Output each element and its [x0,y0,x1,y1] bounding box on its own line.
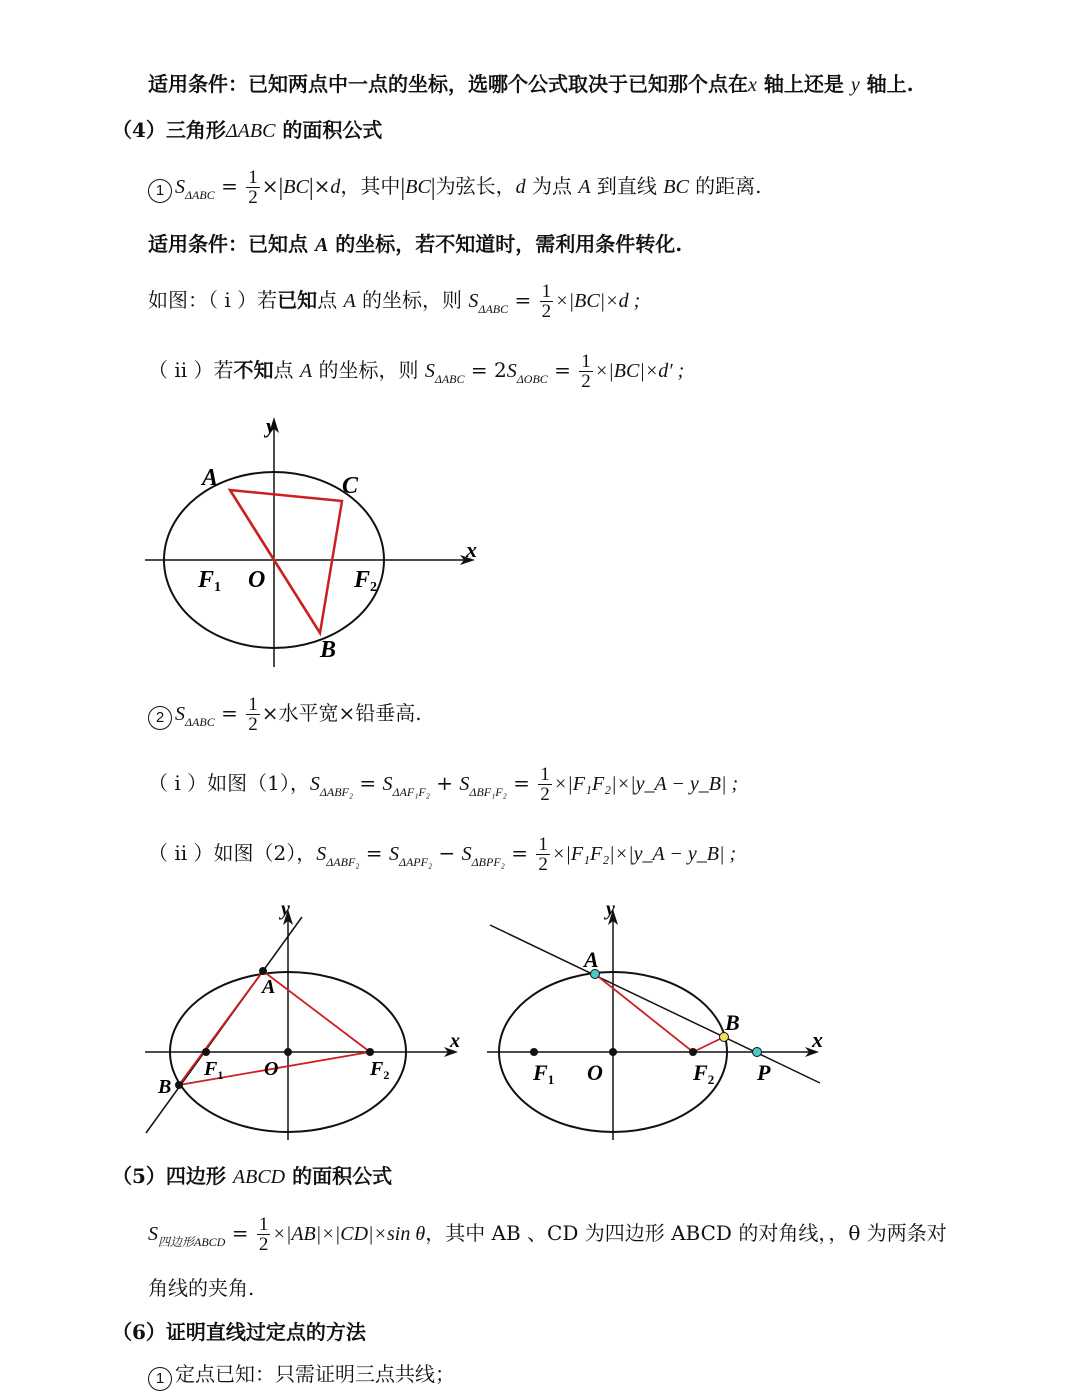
var-ABCD: ABCD [232,1166,286,1188]
label-x: x [450,1030,460,1052]
triangle-symbol: ΔABC [225,120,276,142]
text: 的距离. [688,174,762,198]
denominator: 2 [248,187,258,208]
equals: = [225,1221,255,1245]
label-F1: F1 [533,1060,555,1087]
triangle-abc [230,490,342,633]
figure-ellipse-triangle-abc [130,405,500,675]
red-segments-af2-f2b [595,974,724,1052]
numerator: 1 [540,764,550,785]
label-F1: F1 [198,567,222,595]
var-A: A [578,176,591,198]
var-x: x [748,74,757,96]
denominator: 2 [248,714,258,735]
text: 点 [317,288,344,312]
fraction [579,352,593,391]
figure-ellipse-case-1 [140,895,470,1140]
fraction [536,835,550,874]
case-i-known [148,282,640,323]
text: ，其中 [340,174,401,198]
applicable-condition-2 [148,230,682,259]
emphasis: 已知 [277,288,318,312]
formula-2-case-i [148,765,738,806]
subscript: ΔABC [185,715,215,729]
condition-text-mid: 轴上还是 [756,72,851,96]
formula-1: 1 $S_{\Delta ABC}$ = $\frac{1}{2}$ ×|BC|×d，其中|BC|为弦长，d 为点 A 到直线 BC 的距离. [148,168,762,209]
formula-tail: ×|BC|×d ; [555,290,641,312]
point-F1 [202,1048,210,1056]
fraction [538,765,552,804]
var-BC: BC [405,176,431,198]
var-A: A [299,360,313,382]
text: 的面积公式 [285,1164,393,1188]
label-x: x [812,1027,823,1052]
text: 角线的夹角. [148,1276,255,1300]
formula-tail: ×水平宽×铅垂高. [261,701,422,725]
title-part: （4）三角形 [112,118,226,142]
plus: + [429,771,460,795]
point-B [175,1081,183,1089]
formula-tail: ×|AB|×|CD|×sin θ [272,1223,426,1245]
circled-number-2: 2 [148,706,172,730]
equals: = [506,771,537,795]
section-6-item-1 [148,1360,455,1391]
equals: = [508,288,538,312]
var-S: S [459,773,470,795]
label-O: O [587,1060,603,1085]
subscript: ΔBF₁F₂ [469,785,507,799]
section-4-title [112,116,382,145]
denominator: 2 [538,854,548,875]
circled-number-1: 1 [148,179,172,203]
var-d: d [515,176,526,198]
label-y: y [266,413,276,438]
label-P: P [757,1060,771,1085]
var-y: y [850,74,860,96]
var-S: S [316,843,327,865]
var-S: S [424,360,435,382]
point-O [609,1048,617,1056]
subscript: ΔABC [478,302,509,316]
text: 为弦长， [435,174,516,198]
label-F2: F2 [693,1060,715,1087]
denominator: 2 [541,301,552,322]
text: 适用条件：已知点 [148,232,315,256]
var-S: S [382,773,393,795]
fraction [257,1215,271,1254]
text: ，其中 AB 、CD 为四边形 ABCD 的对角线，，θ 为两条对 [425,1221,947,1245]
var-BC: BC [283,176,309,198]
label-A: A [262,976,276,998]
text: （6）证明直线过定点的方法 [112,1320,366,1344]
label-A: A [202,465,219,491]
equals: = [353,771,383,795]
label-y: y [606,898,615,920]
text: （ ii ）若 [148,358,234,382]
point-O [284,1048,292,1056]
case-ii-unknown [148,352,684,393]
formula-tail: ×|BC|×d′ ; [594,360,685,382]
label-y: y [281,898,290,920]
var-S: S [309,773,320,795]
section-6-title [112,1318,366,1346]
point-A [259,967,267,975]
var-S: S [175,176,185,198]
point-F1 [530,1048,538,1056]
var-S: S [468,290,479,312]
point-F2 [366,1048,374,1056]
fraction [540,282,554,321]
figure-ellipse-case-2 [485,895,830,1140]
formula-quadrilateral-line2 [148,1274,254,1302]
condition-text-end: 轴上. [859,72,914,96]
times: × [261,174,279,198]
times: × [313,174,331,198]
label-A: A [584,947,599,972]
formula-2 [148,695,422,736]
formula-tail: ×|F₁F₂|×|y_A − y_B| ; [553,773,739,795]
subscript: ΔABF₂ [319,785,354,799]
circled-number-1: 1 [148,1367,172,1391]
equals: = [214,174,245,198]
subscript: ΔABC [185,188,215,202]
subscript: ΔAPF₂ [398,855,433,869]
subscript: ΔABC [434,372,465,386]
subscript: ΔBPF₂ [471,855,505,869]
var-BC: BC [663,176,689,198]
emphasis: 不知 [233,358,274,382]
var-S: S [461,843,472,865]
text: （5）四边形 [112,1164,233,1188]
var-S: S [506,360,517,382]
equals: = [214,701,245,725]
minus: − [432,841,462,865]
label-x: x [466,537,477,562]
condition-text: 适用条件：已知两点中一点的坐标，选哪个公式取决于已知那个点在 [148,72,748,96]
numerator: 1 [538,834,548,855]
text: 到直线 [590,174,664,198]
label-O: O [248,567,266,593]
section-5-title [112,1162,392,1191]
text: 的坐标，则 [355,288,469,312]
numerator: 1 [581,351,591,372]
subscript: ΔAF₁F₂ [392,785,430,799]
label-B: B [725,1010,740,1035]
var-A: A [343,290,356,312]
text: 为点 [525,174,579,198]
var-A: A [314,234,329,256]
formula-quadrilateral [148,1215,947,1256]
text: 点 [273,358,300,382]
text: （ ii ）如图（2）， [148,841,317,865]
var-d: d [330,176,341,198]
text: 的坐标，若不知道时，需利用条件转化. [328,232,683,256]
label-B: B [158,1076,172,1098]
equals: = [359,841,389,865]
numerator: 1 [248,694,258,715]
text: 定点已知：只需证明三点共线； [175,1362,455,1386]
equals: = [547,358,578,382]
text: 的坐标，则 [312,358,425,382]
text: （ i ）如图（1）， [148,771,310,795]
label-O: O [264,1058,279,1080]
subscript: ΔABF₂ [326,855,360,869]
applicable-condition-1 [148,70,914,99]
line-ab-through-origin [230,490,320,633]
numerator: 1 [541,281,552,302]
denominator: 2 [581,371,591,392]
equals: = 2 [464,358,507,382]
numerator: 1 [258,1214,269,1235]
title-part: 的面积公式 [275,118,383,142]
label-C: C [342,473,359,499]
denominator: 2 [258,1234,269,1255]
fraction [246,168,260,207]
subscript: 四边形ABCD [158,1235,226,1249]
label-B: B [320,637,337,663]
point-P [753,1048,762,1057]
label-F2: $F_2$ [370,1058,390,1082]
fraction [246,695,260,734]
point-F2 [689,1048,697,1056]
label-F2: F2 [354,567,378,595]
formula-tail: ×|F₁F₂|×|y_A − y_B| ; [551,843,737,865]
equals: = [504,841,535,865]
subscript: ΔOBC [516,372,548,386]
numerator: 1 [248,167,258,188]
var-S: S [175,703,185,725]
label-F1: $F_1$ [204,1058,224,1082]
var-S: S [388,843,399,865]
var-S: S [148,1223,158,1245]
text: 如图：（ i ）若 [148,288,278,312]
formula-2-case-ii [148,835,736,876]
denominator: 2 [540,784,550,805]
